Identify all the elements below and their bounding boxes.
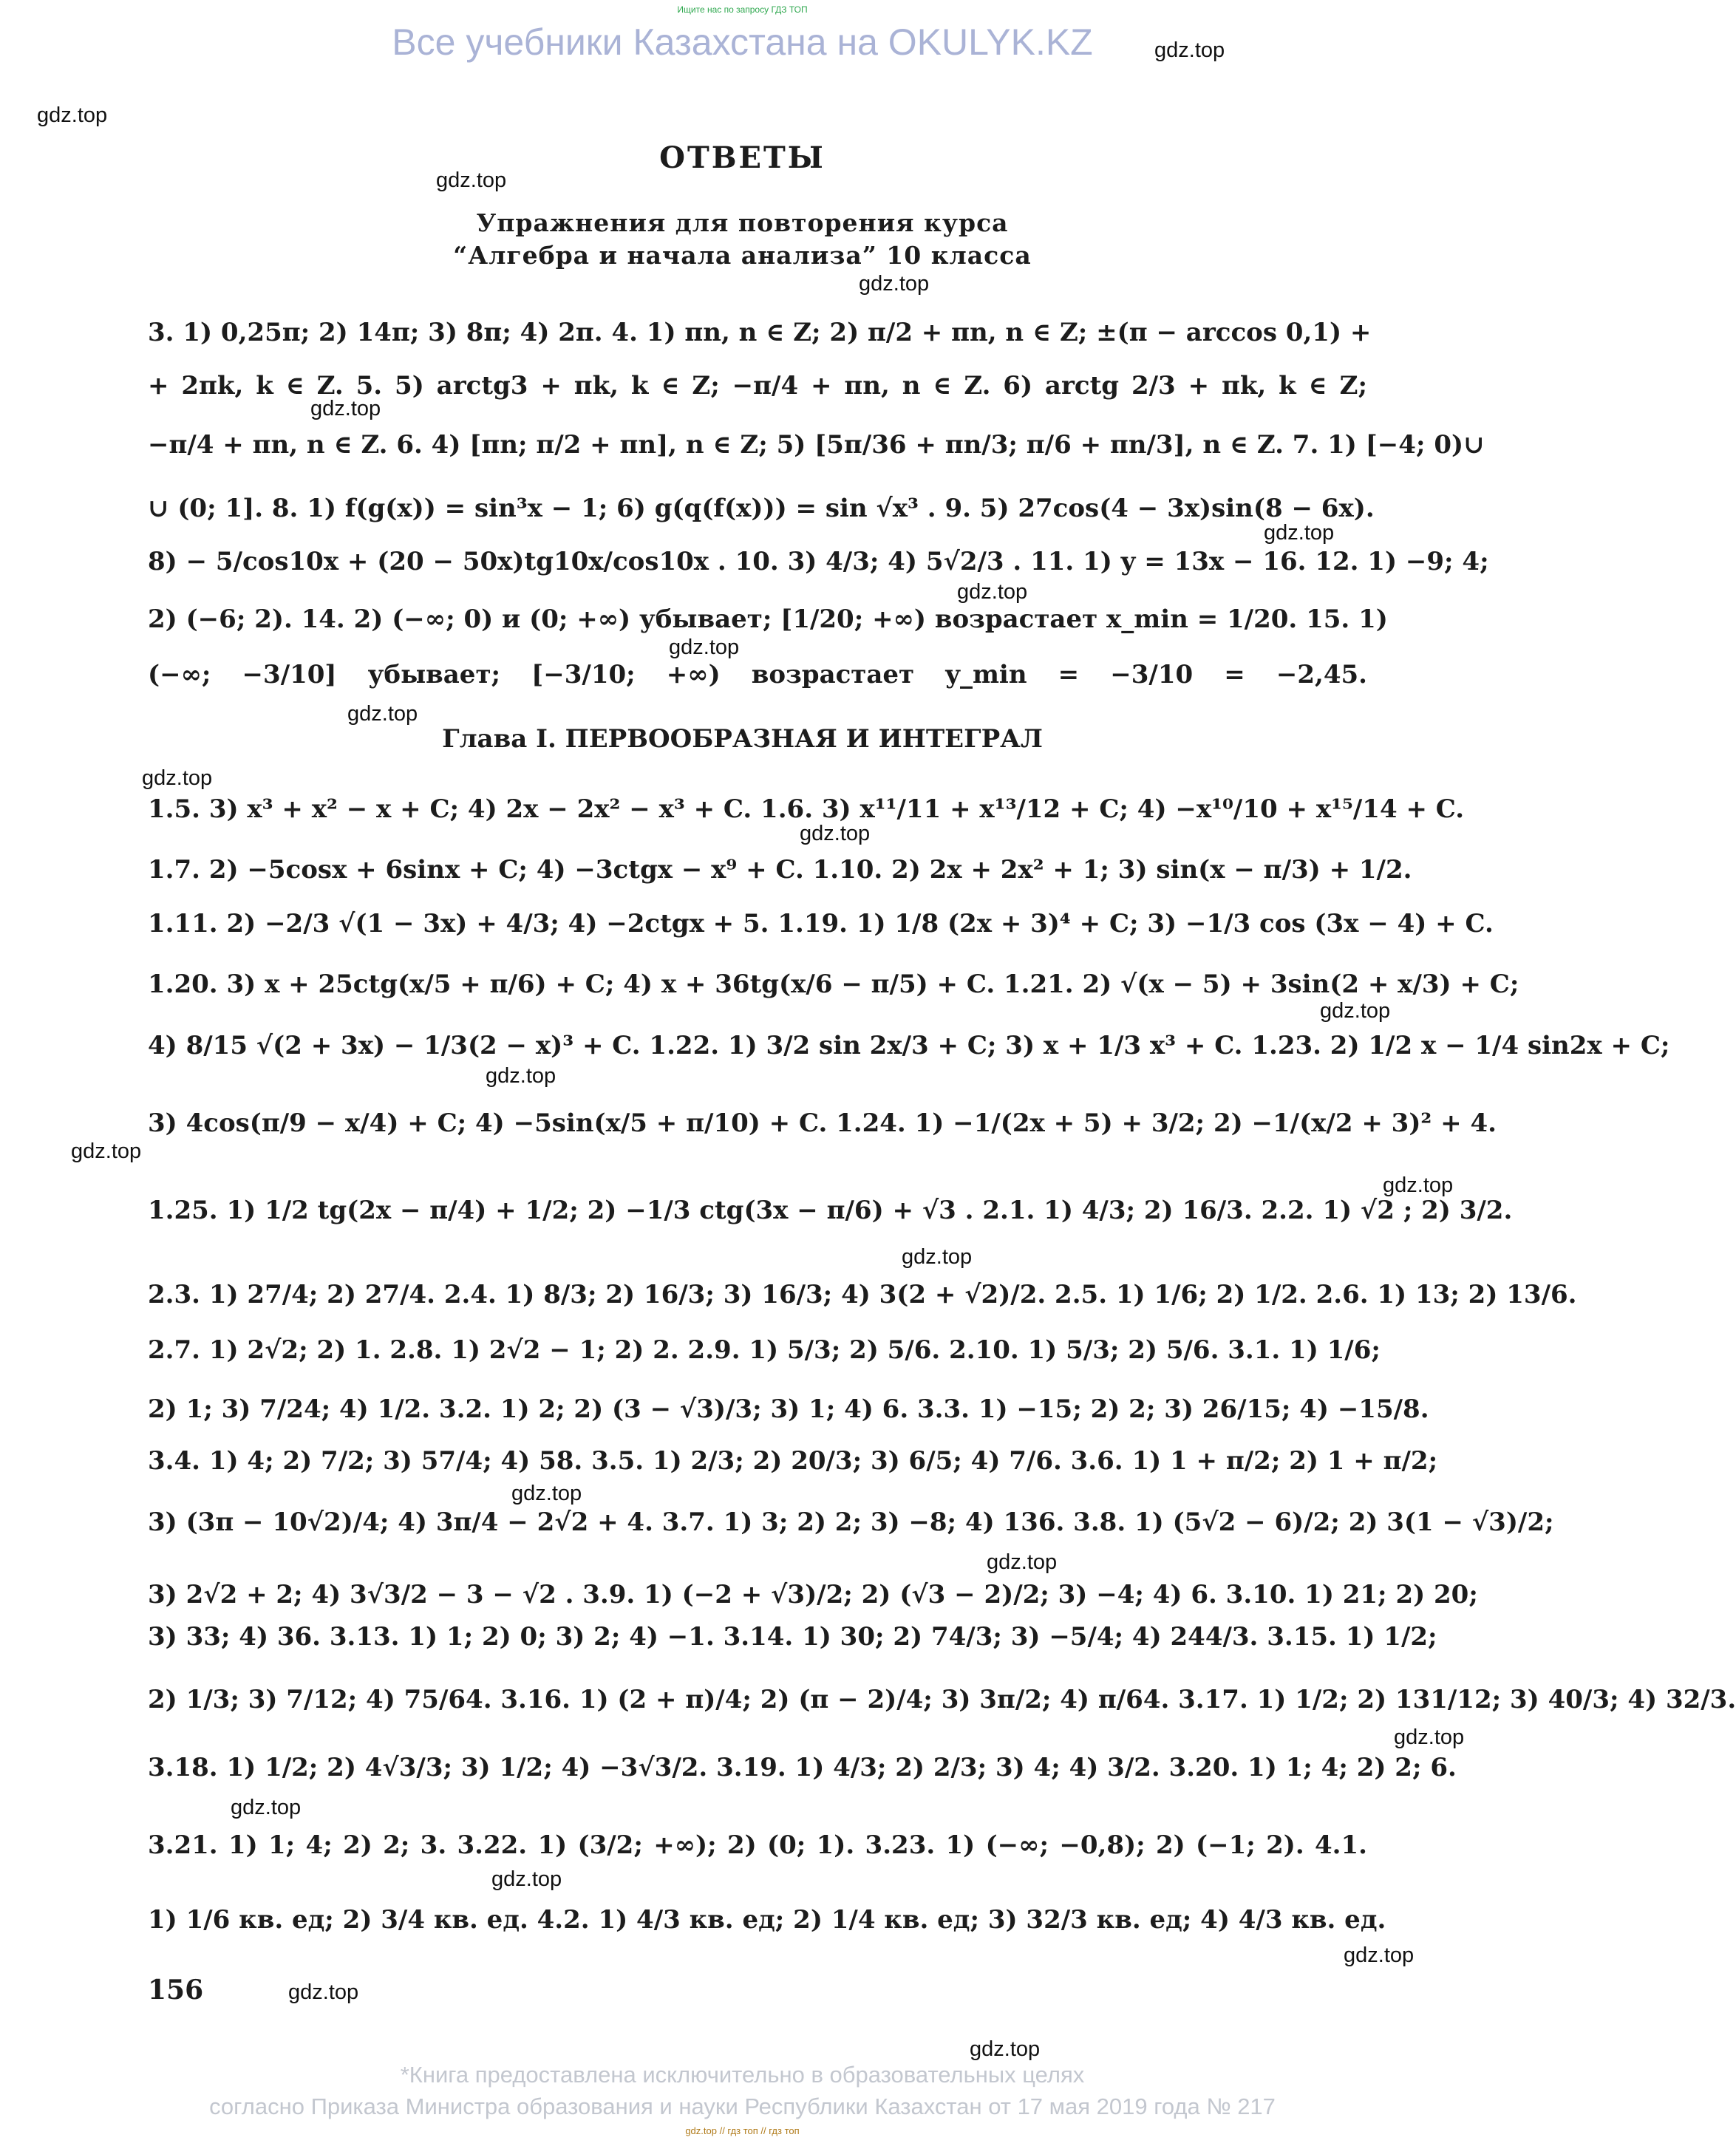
watermark: gdz.top [800, 822, 871, 845]
section-subtitle-1: Упражнения для повторения курса [476, 208, 1009, 237]
watermark: gdz.top [987, 1550, 1058, 1574]
watermark: gdz.top [511, 1482, 582, 1505]
footer-links[interactable]: gdz.top // гдз топ // гдз топ [685, 2125, 800, 2136]
watermark: gdz.top [970, 2037, 1041, 2061]
watermark: gdz.top [859, 272, 930, 296]
answer-line: 1.25. 1) 1/2 tg(2x − π/4) + 1/2; 2) −1/3 ctg(3x − π/6) + √3 . 2.1. 1) 4/3; 2) 16/3. 2.2. 1) √2 ; 2) 3/2. [148, 1196, 1513, 1225]
page-number: 156 [148, 1975, 204, 2006]
answer-line: (−∞; −3/10] убывает; [−3/10; +∞) возрастает y_min = −3/10 = −2,45. [148, 660, 1367, 689]
watermark: gdz.top [1394, 1725, 1465, 1749]
watermark: gdz.top [37, 103, 108, 127]
answer-line: 3.21. 1) 1; 4; 2) 2; 3. 3.22. 1) (3/2; +∞); 2) (0; 1). 3.23. 1) (−∞; −0,8); 2) (−1; 2). 4.1. [148, 1830, 1367, 1860]
watermark: gdz.top [142, 766, 213, 790]
watermark: gdz.top [957, 580, 1028, 604]
footer-note-line1: *Книга предоставлена исключительно в образовательных целях [400, 2062, 1085, 2088]
answer-line: 3) 2√2 + 2; 4) 3√3/2 − 3 − √2 . 3.9. 1) (−2 + √3)/2; 2) (√3 − 2)/2; 3) −4; 4) 6. 3.10. 1) 21; 2) 20; [148, 1580, 1478, 1609]
answer-line: 2) 1; 3) 7/24; 4) 1/2. 3.2. 1) 2; 2) (3 − √3)/3; 3) 1; 4) 6. 3.3. 1) −15; 2) 2; 3) 26/15; 4) −15/8. [148, 1394, 1429, 1424]
watermark: gdz.top [288, 1980, 359, 2004]
watermark: gdz.top [486, 1064, 556, 1088]
top-note: Ищите нас по запросу ГДЗ ТОП [677, 4, 808, 15]
answer-line: 3) (3π − 10√2)/4; 4) 3π/4 − 2√2 + 4. 3.7. 1) 3; 2) 2; 3) −8; 4) 136. 3.8. 1) (5√2 − 6)/2; 2) 3(1 − √3)/2; [148, 1507, 1554, 1537]
watermark: gdz.top [71, 1139, 142, 1163]
answer-line: 1.5. 3) x³ + x² − x + C; 4) 2x − 2x² − x³ + C. 1.6. 3) x¹¹/11 + x¹³/12 + C; 4) −x¹⁰/10 + x¹⁵/14 + C. [148, 794, 1465, 824]
answer-line: 2.3. 1) 27/4; 2) 27/4. 2.4. 1) 8/3; 2) 16/3; 3) 16/3; 4) 3(2 + √2)/2. 2.5. 1) 1/6; 2) 1/2. 2.6. 1) 13; 2) 13/6. [148, 1280, 1577, 1309]
watermark: gdz.top [1154, 38, 1225, 62]
answer-line: 1.11. 2) −2/3 √(1 − 3x) + 4/3; 4) −2ctgx + 5. 1.19. 1) 1/8 (2x + 3)⁴ + C; 3) −1/3 cos (3x − 4) + C. [148, 909, 1494, 938]
answer-line: 3) 33; 4) 36. 3.13. 1) 1; 2) 0; 3) 2; 4) −1. 3.14. 1) 30; 2) 74/3; 3) −5/4; 4) 244/3. 3.15. 1) 1/2; [148, 1622, 1437, 1652]
page-title: ОТВЕТЫ [659, 140, 826, 175]
footer-note-line2: согласно Приказа Министра образования и науки Республики Казахстан от 17 мая 2019 года № 217 [209, 2093, 1276, 2119]
answer-line: 3.18. 1) 1/2; 2) 4√3/3; 3) 1/2; 4) −3√3/2. 3.19. 1) 4/3; 2) 2/3; 3) 4; 4) 3/2. 3.20. 1) 1; 4; 2) 2; 6. [148, 1753, 1457, 1782]
answer-line: 2) 1/3; 3) 7/12; 4) 75/64. 3.16. 1) (2 + π)/4; 2) (π − 2)/4; 3) 3π/2; 4) π/64. 3.17. 1) 1/2; 2) 131/12; 3) 40/3; 4) 32/3. [148, 1685, 1736, 1714]
answer-line: + 2πk, k ∈ Z. 5. 5) arctg3 + πk, k ∈ Z; −π/4 + πn, n ∈ Z. 6) arctg 2/3 + πk, k ∈ Z; [148, 371, 1367, 401]
watermark: gdz.top [491, 1867, 562, 1891]
watermark: gdz.top [436, 168, 507, 192]
answer-line: 2.7. 1) 2√2; 2) 1. 2.8. 1) 2√2 − 1; 2) 2. 2.9. 1) 5/3; 2) 5/6. 2.10. 1) 5/3; 2) 5/6. 3.1. 1) 1/6; [148, 1335, 1381, 1365]
watermark: gdz.top [669, 636, 740, 659]
answer-line: ∪ (0; 1]. 8. 1) f(g(x)) = sin³x − 1; 6) g(q(f(x))) = sin √x³ . 9. 5) 27cos(4 − 3x)sin(8 − 6x). [148, 494, 1375, 523]
section-subtitle-2: “Алгебра и начала анализа” 10 класса [453, 241, 1032, 270]
watermark: gdz.top [1264, 521, 1335, 545]
watermark: gdz.top [347, 702, 418, 726]
watermark: gdz.top [231, 1796, 302, 1819]
answer-line: 2) (−6; 2). 14. 2) (−∞; 0) и (0; +∞) убывает; [1/20; +∞) возрастает x_min = 1/20. 15. 1) [148, 604, 1388, 634]
answer-line: 1) 1/6 кв. ед; 2) 3/4 кв. ед. 4.2. 1) 4/3 кв. ед; 2) 1/4 кв. ед; 3) 32/3 кв. ед; 4) 4/3 кв. ед. [148, 1905, 1386, 1935]
watermark: gdz.top [1383, 1173, 1454, 1197]
answer-line: 1.20. 3) x + 25ctg(x/5 + π/6) + C; 4) x + 36tg(x/6 − π/5) + C. 1.21. 2) √(x − 5) + 3sin(2 + x/3) + C; [148, 970, 1519, 999]
site-banner[interactable]: Все учебники Казахстана на OKULYK.KZ [392, 21, 1093, 63]
answer-line: 3.4. 1) 4; 2) 7/2; 3) 57/4; 4) 58. 3.5. 1) 2/3; 2) 20/3; 3) 6/5; 4) 7/6. 3.6. 1) 1 + π/2; 2) 1 + π/2; [148, 1446, 1438, 1476]
answer-line: 3. 1) 0,25π; 2) 14π; 3) 8π; 4) 2π. 4. 1) πn, n ∈ Z; 2) π/2 + πn, n ∈ Z; ±(π − arccos 0,1) + [148, 318, 1372, 347]
answer-line: −π/4 + πn, n ∈ Z. 6. 4) [πn; π/2 + πn], n ∈ Z; 5) [5π/36 + πn/3; π/6 + πn/3], n ∈ Z. 7. 1) [−4; 0)∪ [148, 430, 1485, 460]
answer-line: 4) 8/15 √(2 + 3x) − 1/3(2 − x)³ + C. 1.22. 1) 3/2 sin 2x/3 + C; 3) x + 1/3 x³ + C. 1.23. 2) 1/2 x − 1/4 sin2x + C; [148, 1031, 1670, 1060]
chapter-title: Глава I. ПЕРВООБРАЗНАЯ И ИНТЕГРАЛ [442, 724, 1043, 754]
answer-line: 3) 4cos(π/9 − x/4) + C; 4) −5sin(x/5 + π/10) + C. 1.24. 1) −1/(2x + 5) + 3/2; 2) −1/(x/2 + 3)² + 4. [148, 1108, 1497, 1138]
watermark: gdz.top [902, 1245, 973, 1269]
answer-line: 1.7. 2) −5cosx + 6sinx + C; 4) −3ctgx − x⁹ + C. 1.10. 2) 2x + 2x² + 1; 3) sin(x − π/3) + 1/2. [148, 855, 1412, 885]
watermark: gdz.top [310, 397, 381, 420]
watermark: gdz.top [1344, 1943, 1415, 1967]
watermark: gdz.top [1320, 999, 1391, 1023]
answer-line: 8) − 5/cos10x + (20 − 50x)tg10x/cos10x . 10. 3) 4/3; 4) 5√2/3 . 11. 1) y = 13x − 16. 12. 1) −9; 4; [148, 547, 1489, 576]
